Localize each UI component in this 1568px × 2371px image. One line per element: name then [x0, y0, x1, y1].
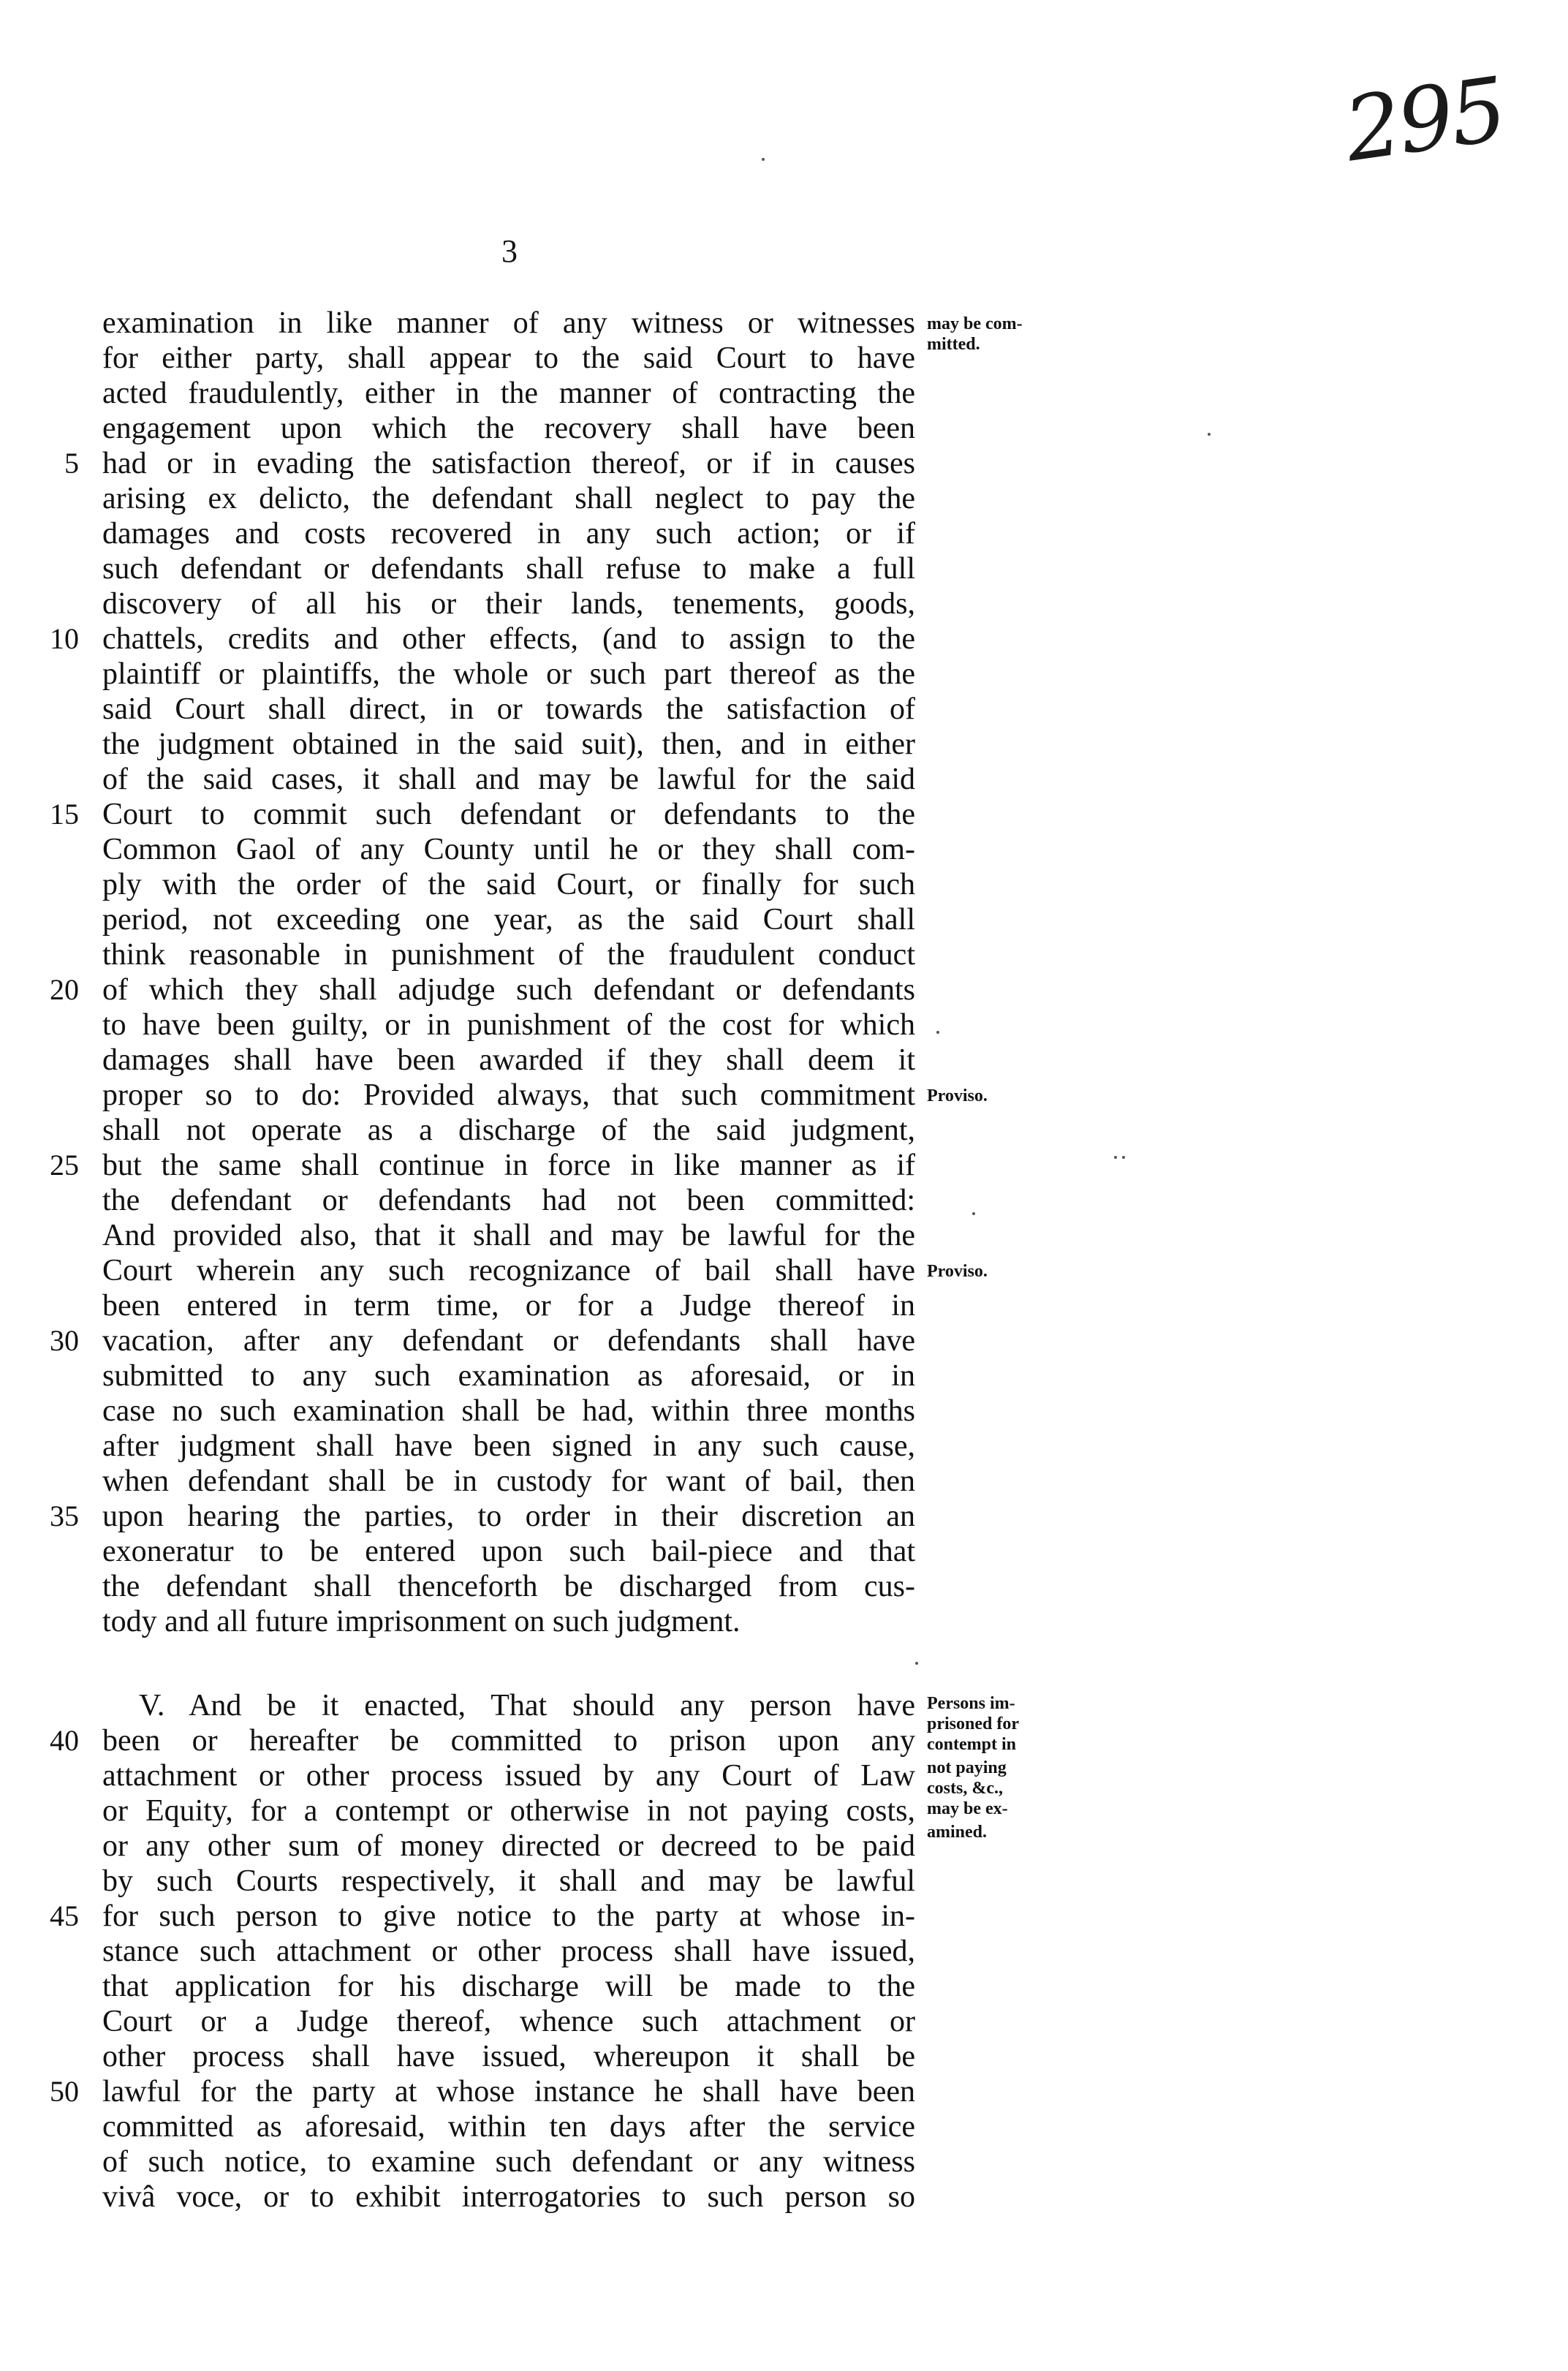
- text-line: case no such examination shall be had, within three months: [102, 1394, 915, 1428]
- page-number: 3: [501, 233, 518, 269]
- text-line: lawful for the party at whose instance he shall have been: [102, 2075, 915, 2109]
- text-line: damages and costs recovered in any such action; or if: [102, 517, 915, 551]
- text-line: had or in evading the satisfaction thereof, or if in causes: [102, 447, 915, 480]
- text-line: period, not exceeding one year, as the said Court shall: [102, 903, 915, 937]
- line-number: 10: [50, 622, 79, 655]
- text-line: been entered in term time, or for a Judge thereof in: [102, 1289, 915, 1323]
- text-line: Court wherein any such recognizance of bail shall have: [102, 1254, 915, 1287]
- text-line: vacation, after any defendant or defendants shall have: [102, 1324, 915, 1358]
- text-line: submitted to any such examination as aforesaid, or in: [102, 1359, 915, 1393]
- text-line: And provided also, that it shall and may be lawful for the: [102, 1219, 915, 1252]
- margin-note: Persons im-: [927, 1694, 1015, 1713]
- text-line: said Court shall direct, in or towards the satisfaction of: [102, 692, 915, 726]
- text-line: but the same shall continue in force in like manner as if: [102, 1149, 915, 1182]
- text-line: upon hearing the parties, to order in their discretion an: [102, 1500, 915, 1533]
- text-line: of which they shall adjudge such defendant or defendants: [102, 973, 915, 1007]
- text-line: been or hereafter be committed to prison upon any: [102, 1724, 915, 1758]
- text-line: examination in like manner of any witness or witnesses: [102, 306, 915, 340]
- margin-note: prisoned for: [927, 1714, 1019, 1733]
- text-line: engagement upon which the recovery shall have been: [102, 412, 915, 445]
- text-line: Court or a Judge thereof, whence such attachment or: [102, 2005, 915, 2038]
- line-number: 15: [50, 798, 79, 831]
- line-number: 40: [50, 1724, 79, 1757]
- margin-note: Proviso.: [927, 1086, 988, 1105]
- text-line: plaintiff or plaintiffs, the whole or such part thereof as the: [102, 657, 915, 691]
- scan-speck: [972, 1212, 975, 1215]
- text-line: for either party, shall appear to the said Court to have: [102, 341, 915, 375]
- margin-note: Proviso.: [927, 1262, 988, 1281]
- margin-note: contempt in: [927, 1735, 1016, 1754]
- line-number: 25: [50, 1149, 79, 1181]
- text-line: of the said cases, it shall and may be lawful for the said: [102, 763, 915, 796]
- text-line: after judgment shall have been signed in any such cause,: [102, 1429, 915, 1463]
- margin-note: may be com-: [927, 314, 1023, 333]
- text-line: the judgment obtained in the said suit), then, and in either: [102, 727, 915, 761]
- text-line: damages shall have been awarded if they shall deem it: [102, 1043, 915, 1077]
- scan-speck: [762, 158, 765, 161]
- text-line: for such person to give notice to the party at whose in-: [102, 1899, 915, 1933]
- text-line: ply with the order of the said Court, or finally for such: [102, 868, 915, 901]
- margin-note: mitted.: [927, 335, 980, 354]
- line-number: 5: [64, 447, 79, 480]
- text-line: that application for his discharge will be made to the: [102, 1970, 915, 2003]
- line-number: 45: [50, 1899, 79, 1932]
- text-line: think reasonable in punishment of the fraudulent conduct: [102, 938, 915, 972]
- text-line: arising ex delicto, the defendant shall neglect to pay the: [102, 482, 915, 515]
- margin-note: costs, &c.,: [927, 1779, 1003, 1798]
- margin-note: may be ex-: [927, 1799, 1008, 1818]
- text-line: the defendant or defendants had not been committed:: [102, 1184, 915, 1217]
- text-line: to have been guilty, or in punishment of the cost for which: [102, 1008, 915, 1042]
- line-number: 50: [50, 2075, 79, 2108]
- text-line: discovery of all his or their lands, tenements, goods,: [102, 587, 915, 621]
- text-line: proper so to do: Provided always, that such commitment: [102, 1078, 915, 1112]
- text-line: attachment or other process issued by any Court of Law: [102, 1759, 915, 1793]
- text-line: tody and all future imprisonment on such judgment.: [102, 1605, 741, 1638]
- margin-note: amined.: [927, 1823, 988, 1842]
- text-line: Common Gaol of any County until he or they shall com-: [102, 833, 915, 866]
- text-line: acted fraudulently, either in the manner of contracting the: [102, 377, 915, 410]
- handwritten-folio-number: 295: [1338, 58, 1510, 182]
- text-line: or any other sum of money directed or decreed to be paid: [102, 1829, 915, 1863]
- text-line: vivâ voce, or to exhibit interrogatories to such person so: [102, 2180, 915, 2214]
- text-line: by such Courts respectively, it shall and may be lawful: [102, 1864, 915, 1898]
- text-line: Court to commit such defendant or defendants to the: [102, 798, 915, 831]
- scan-speck: [1114, 1156, 1117, 1159]
- text-line: shall not operate as a discharge of the said judgment,: [102, 1113, 915, 1147]
- text-line: or Equity, for a contempt or otherwise in not paying costs,: [102, 1794, 915, 1828]
- text-line: of such notice, to examine such defendant or any witness: [102, 2145, 915, 2179]
- text-line: committed as aforesaid, within ten days after the service: [102, 2110, 915, 2144]
- scan-speck: [936, 1031, 939, 1034]
- text-line: when defendant shall be in custody for want of bail, then: [102, 1464, 915, 1498]
- text-line: chattels, credits and other effects, (and to assign to the: [102, 622, 915, 656]
- text-line: stance such attachment or other process shall have issued,: [102, 1935, 915, 1968]
- line-number: 30: [50, 1324, 79, 1357]
- scan-speck: [915, 1662, 918, 1665]
- scan-speck: [1122, 1156, 1125, 1159]
- scan-speck: [1208, 433, 1211, 436]
- text-line: the defendant shall thenceforth be discharged from cus-: [102, 1570, 915, 1603]
- text-line: other process shall have issued, whereupon it shall be: [102, 2040, 915, 2073]
- text-line: exoneratur to be entered upon such bail-piece and that: [102, 1535, 915, 1568]
- margin-note: not paying: [927, 1758, 1007, 1777]
- text-line: V. And be it enacted, That should any person have: [139, 1689, 915, 1723]
- line-number: 35: [50, 1500, 79, 1532]
- line-number: 20: [50, 973, 79, 1006]
- text-line: such defendant or defendants shall refuse to make a full: [102, 552, 915, 586]
